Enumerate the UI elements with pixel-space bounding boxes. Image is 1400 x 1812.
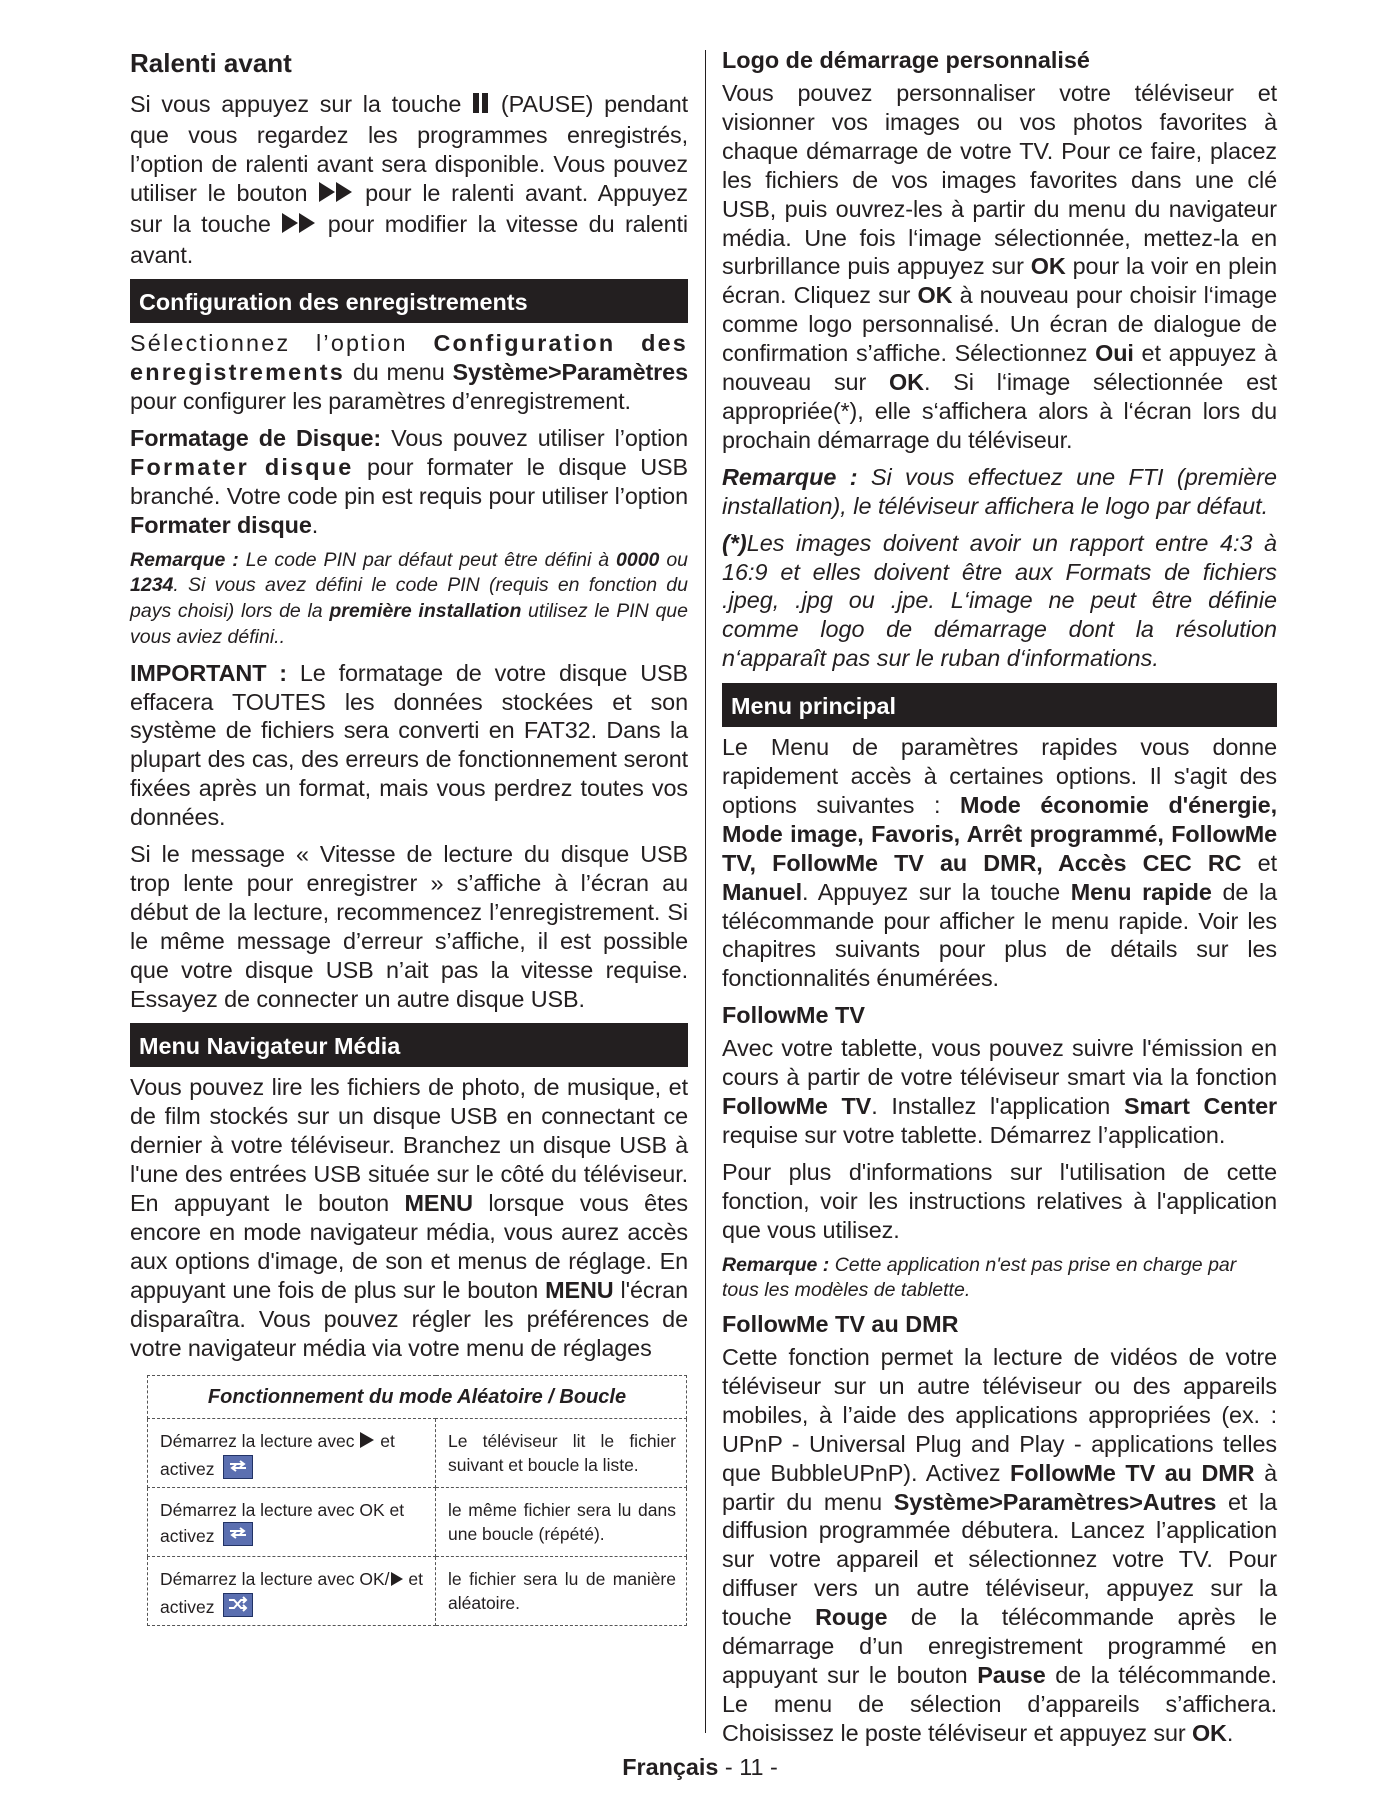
section-header-menu: Menu principal: [722, 683, 1277, 727]
page-footer: [0, 1754, 1400, 1781]
page-number: - 11 -: [718, 1754, 778, 1780]
left-column: [130, 46, 688, 1626]
logo-paragraph: Vous pouvez personnaliser votre téléviseur et visionner vos images ou vos photos favorites à chaque démarrage de votre TV. Pour ce faire, placez les fichiers de vos images favorites dans une clé USB, puis ouvrez-les à partir du menu du navigateur média. Une fois l‘image sélectionnée, mettez-la en surbrillance puis appuyez sur OK pour la voir en plein écran. Cliquez sur OK à nouveau pour choisir l‘image comme logo personnalisé. Un écran de dialogue de confirmation s’affiche. Sélectionnez Oui et appuyez à nouveau sur OK. Si l‘image sélectionnée est appropriée(*), elle s‘affichera alors à l‘écran lors du prochain démarrage du téléviseur.: [722, 80, 1277, 453]
shuffle-icon: [223, 1593, 253, 1617]
loop-shuffle-table: [147, 1375, 687, 1626]
repeat-one-icon: [223, 1522, 253, 1546]
section-title-logo: Logo de démarrage personnalisé: [722, 47, 1090, 73]
pin-note: Remarque : Le code PIN par défaut peut être défini à 0000 ou 1234. Si vous avez défini le code PIN (requis en fonction du pays choisi) lors de la première installation utilisez le PIN que vous aviez défini..: [130, 548, 689, 648]
followme-info-paragraph: Pour plus d'informations sur l'utilisation de cette fonction, voir les instructions relatives à l'application que vous utilisez.: [722, 1158, 1277, 1243]
table-title: Fonctionnement du mode Aléatoire / Boucle: [148, 1375, 687, 1418]
fast-forward-icon: [318, 181, 354, 210]
ratio-note: (*)Les images doivent avoir un rapport entre 4:3 à 16:9 et elles doivent être aux Formats de fichiers .jpeg, .jpg ou .jpe. L‘image ne peut être définie comme logo de démarrage dont la résolution n‘apparaît pas sur le ruban d‘informations.: [722, 529, 1277, 672]
tablet-note: Remarque : Cette application n'est pas prise en charge par tous les modèles de tablette.: [722, 1253, 1237, 1302]
section-header-config: Configuration des enregistrements: [130, 279, 688, 323]
section-title-dmr: FollowMe TV au DMR: [722, 1311, 959, 1338]
usb-speed-paragraph: Si le message « Vitesse de lecture du disque USB trop lente pour enregistrer » s’affiche à l’écran au début de la lecture, recommencez l’enregistrement. Si le même message d’erreur s’affiche, il est possible que votre disque USB n’ait pas la vitesse requise. Essayez de connecter un autre disque USB.: [130, 841, 688, 1012]
important-paragraph: IMPORTANT : Le formatage de votre disque USB effacera TOUTES les données stockées et son système de fichiers sera converti en FAT32. Dans la plupart des cas, des erreurs de fonctionnement seront fixées après un format, mais vous perdrez toutes vos données.: [130, 659, 688, 831]
followme-paragraph: Avec votre tablette, vous pouvez suivre l'émission en cours à partir de votre téléviseur smart via la fonction FollowMe TV. Installez l'application Smart Center requise sur votre tablette. Démarrez l’application.: [722, 1035, 1277, 1148]
table-row: Démarrez la lecture avec OK et activez le même fichier sera lu dans une boucle (répété).: [148, 1487, 687, 1556]
fti-note: Remarque : Si vous effectuez une FTI (première installation), le téléviseur affichera le logo par défaut.: [722, 463, 1277, 519]
table-row: Démarrez la lecture avec OK/ et activez le fichier sera lu de manière aléatoire.: [148, 1556, 687, 1625]
fast-forward-icon: [281, 212, 317, 241]
section-header-media: Menu Navigateur Média: [130, 1023, 688, 1067]
section-title-ralenti: Ralenti avant: [130, 48, 292, 78]
media-paragraph: Vous pouvez lire les fichiers de photo, de musique, et de film stockés sur un disque USB en connectant ce dernier à votre téléviseur. Branchez un disque USB à l'une des entrées USB située sur le côté du téléviseur. En appuyant le bouton MENU lorsque vous êtes encore en mode navigateur média, vous aurez accès aux options d'image, de son et menus de réglage. En appuyant une fois de plus sur le bouton MENU l'écran disparaîtra. Vous pouvez régler les préférences de votre navigateur média via votre menu de réglages: [130, 1074, 688, 1361]
menu-paragraph: Le Menu de paramètres rapides vous donne rapidement accès à certaines options. Il s'agit des options suivantes : Mode économie d'énergie, Mode image, Favoris, Arrêt programmé, FollowMe TV, FollowMe TV au DMR, Accès CEC RC et Manuel. Appuyez sur la touche Menu rapide de la télécommande pour afficher le menu rapide. Voir les chapitres suivants pour plus de détails sur les fonctionnalités énumérées.: [722, 734, 1277, 992]
dmr-paragraph: Cette fonction permet la lecture de vidéos de votre téléviseur sur un autre téléviseur ou des appareils mobiles, à l’aide des applications appropriées (ex. : UPnP - Universal Plug and Play - applications telles que BubbleUPnP). Activez FollowMe TV au DMR à partir du menu Système>Paramètres>Autres et la diffusion programmée débutera. Lancez l’application sur votre appareil et sélectionnez votre TV. Pour diffuser vers un autre téléviseur, appuyez sur la touche Rouge de la télécommande après le démarrage d’un enregistrement programmé en appuyant sur le bouton Pause de la télécommande. Le menu de sélection d’appareils s’affichera. Choisissez le poste téléviseur et appuyez sur OK.: [722, 1344, 1277, 1746]
play-icon: [390, 1569, 404, 1593]
table-row: Démarrez la lecture avec et activez Le téléviseur lit le fichier suivant et boucle la liste.: [148, 1418, 687, 1487]
footer-language: Français: [622, 1754, 719, 1780]
section-title-followme: FollowMe TV: [722, 1002, 865, 1029]
ralenti-paragraph: Si vous appuyez sur la touche (PAUSE) pendant que vous regardez les programmes enregistrés, l’option de ralenti avant sera disponible. Vous pouvez utiliser le bouton pour le ralenti avant. Appuyez sur la touche pour modifier la vitesse du ralenti avant.: [130, 91, 689, 268]
column-divider: [705, 50, 706, 1733]
format-paragraph: Formatage de Disque: Vous pouvez utiliser l’option Formater disque pour formater le disque USB branché. Votre code pin est requis pour utiliser l’option Formater disque.: [130, 425, 689, 538]
right-column: [722, 46, 1277, 1756]
play-icon: [359, 1431, 375, 1455]
config-paragraph: Sélectionnez l’option Configuration des enregistrements du menu Système>Paramètres pour configurer les paramètres d’enregistrement.: [130, 330, 688, 415]
loop-icon: [223, 1455, 253, 1479]
pause-icon: [472, 92, 490, 121]
